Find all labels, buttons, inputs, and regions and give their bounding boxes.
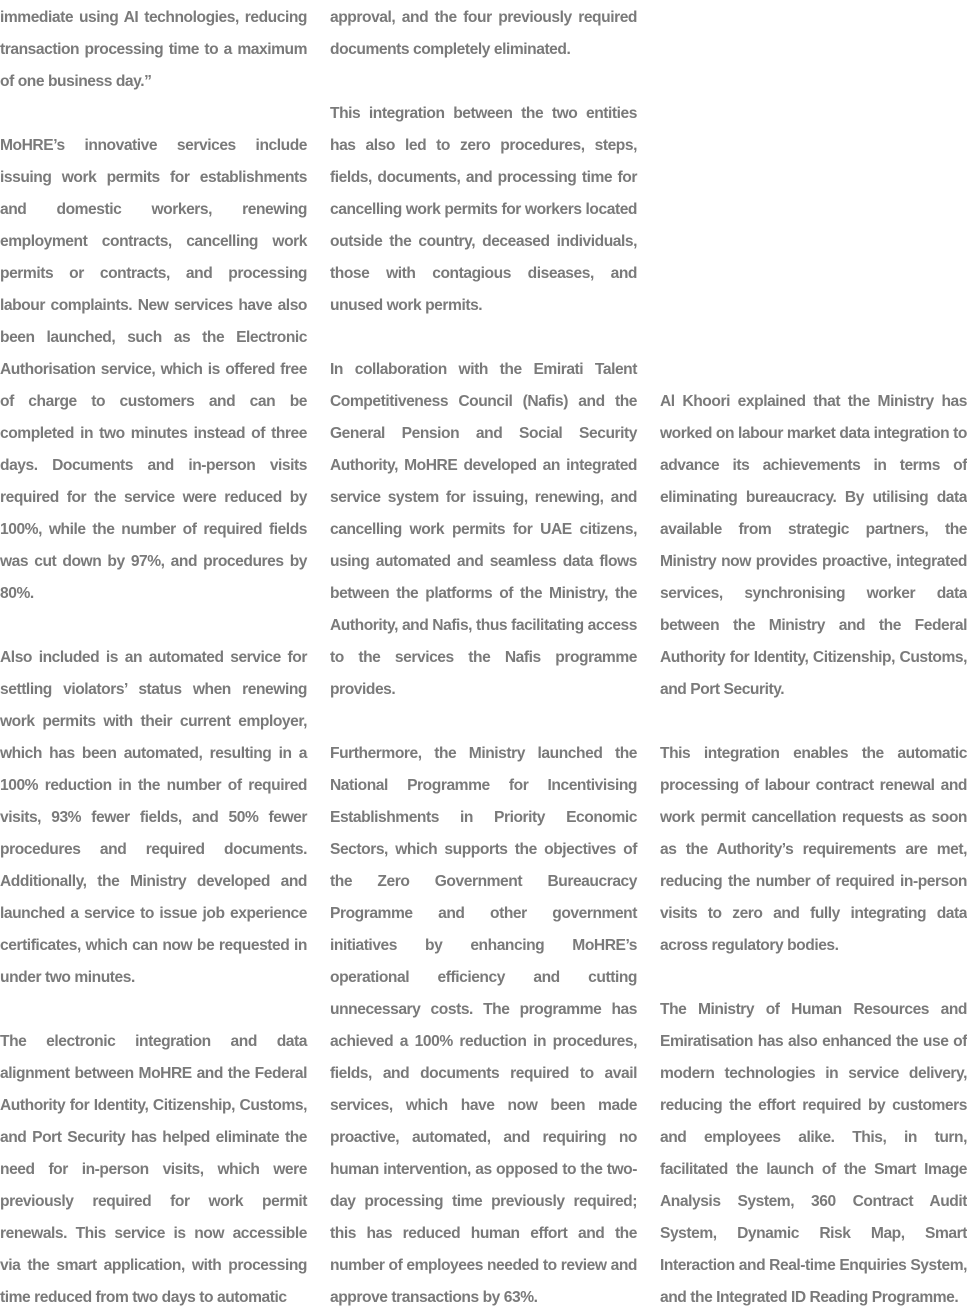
paragraph: This integration between the two entities has also led to zero procedures, steps, fields, documents, and processing time for cancelling work permits for workers located outside the country, deceased individuals, those with contagious diseases, and unused work permits. — [330, 105, 637, 314]
paragraph: The electronic integration and data alignment between MoHRE and the Federal Authority for Identity, Citizenship, Customs, and Port Security has helped eliminate the need for in-person visits, which were previously required for work permit renewals. This service is now accessible via the smart application, with processing time reduced from two days to automatic — [0, 1033, 307, 1306]
paragraph: Al Khoori explained that the Ministry has worked on labour market data integration to advance its achievements in terms of eliminating bureaucracy. By utilising data available from strategic partners, the Ministry now provides proactive, integrated services, synchronising worker data between the Ministry and the Federal Authority for Identity, Citizenship, Customs, and Port Security. — [660, 393, 967, 698]
paragraph: In collaboration with the Emirati Talent Competitiveness Council (Nafis) and the General Pension and Social Security Authority, MoHRE developed an integrated service system for issuing, renewing, and cancelling work permits for UAE citizens, using automated and seamless data flows between the platforms of the Ministry, the Authority, and Nafis, thus facilitating access to the services the Nafis programme provides. — [330, 361, 637, 698]
paragraph: MoHRE’s innovative services include issuing work permits for establishments and domestic workers, renewing employment contracts, cancelling work permits or contracts, and processing labour complaints. New services have also been launched, such as the Electronic Authorisation service, which is offered free of charge to customers and can be completed in two minutes instead of three days. Documents and in-person visits required for the service were reduced by 100%, while the number of required fields was cut down by 97%, and procedures by 80%. — [0, 137, 307, 602]
article-column-2 — [330, 2, 637, 1314]
paragraph: approval, and the four previously required documents completely eliminated. — [330, 9, 637, 58]
paragraph: immediate using AI technologies, reducing transaction processing time to a maximum of one business day.” — [0, 9, 307, 90]
paragraph: Also included is an automated service for settling violators’ status when renewing work permits with their current employer, which has been automated, resulting in a 100% reduction in the number of required visits, 93% fewer fields, and 50% fewer procedures and required documents. Additionally, the Ministry developed and launched a service to issue job experience certificates, which can now be requested in under two minutes. — [0, 649, 307, 986]
paragraph: Furthermore, the Ministry launched the National Programme for Incentivising Establishments in Priority Economic Sectors, which supports the objectives of the Zero Government Bureaucracy Programme and other government initiatives by enhancing MoHRE’s operational efficiency and cutting unnecessary costs. The programme has achieved a 100% reduction in procedures, fields, and documents required to avail services, which have now been made proactive, automated, and requiring no human intervention, as opposed to the two-day processing time previously required; this has reduced human effort and the number of employees needed to review and approve transactions by 63%. — [330, 745, 637, 1306]
paragraph: The Ministry of Human Resources and Emiratisation has also enhanced the use of modern technologies in service delivery, reducing the effort required by customers and employees alike. This, in turn, facilitated the launch of the Smart Image Analysis System, 360 Contract Audit System, Dynamic Risk Map, Smart Interaction and Real-time Enquiries System, and the Integrated ID Reading Programme. — [660, 1001, 967, 1306]
paragraph: This integration enables the automatic processing of labour contract renewal and work permit cancellation requests as soon as the Authority’s requirements are met, reducing the number of required in-person visits to zero and fully integrating data across regulatory bodies. — [660, 745, 967, 954]
article-column-3 — [660, 386, 967, 1314]
article-column-1 — [0, 2, 307, 1314]
